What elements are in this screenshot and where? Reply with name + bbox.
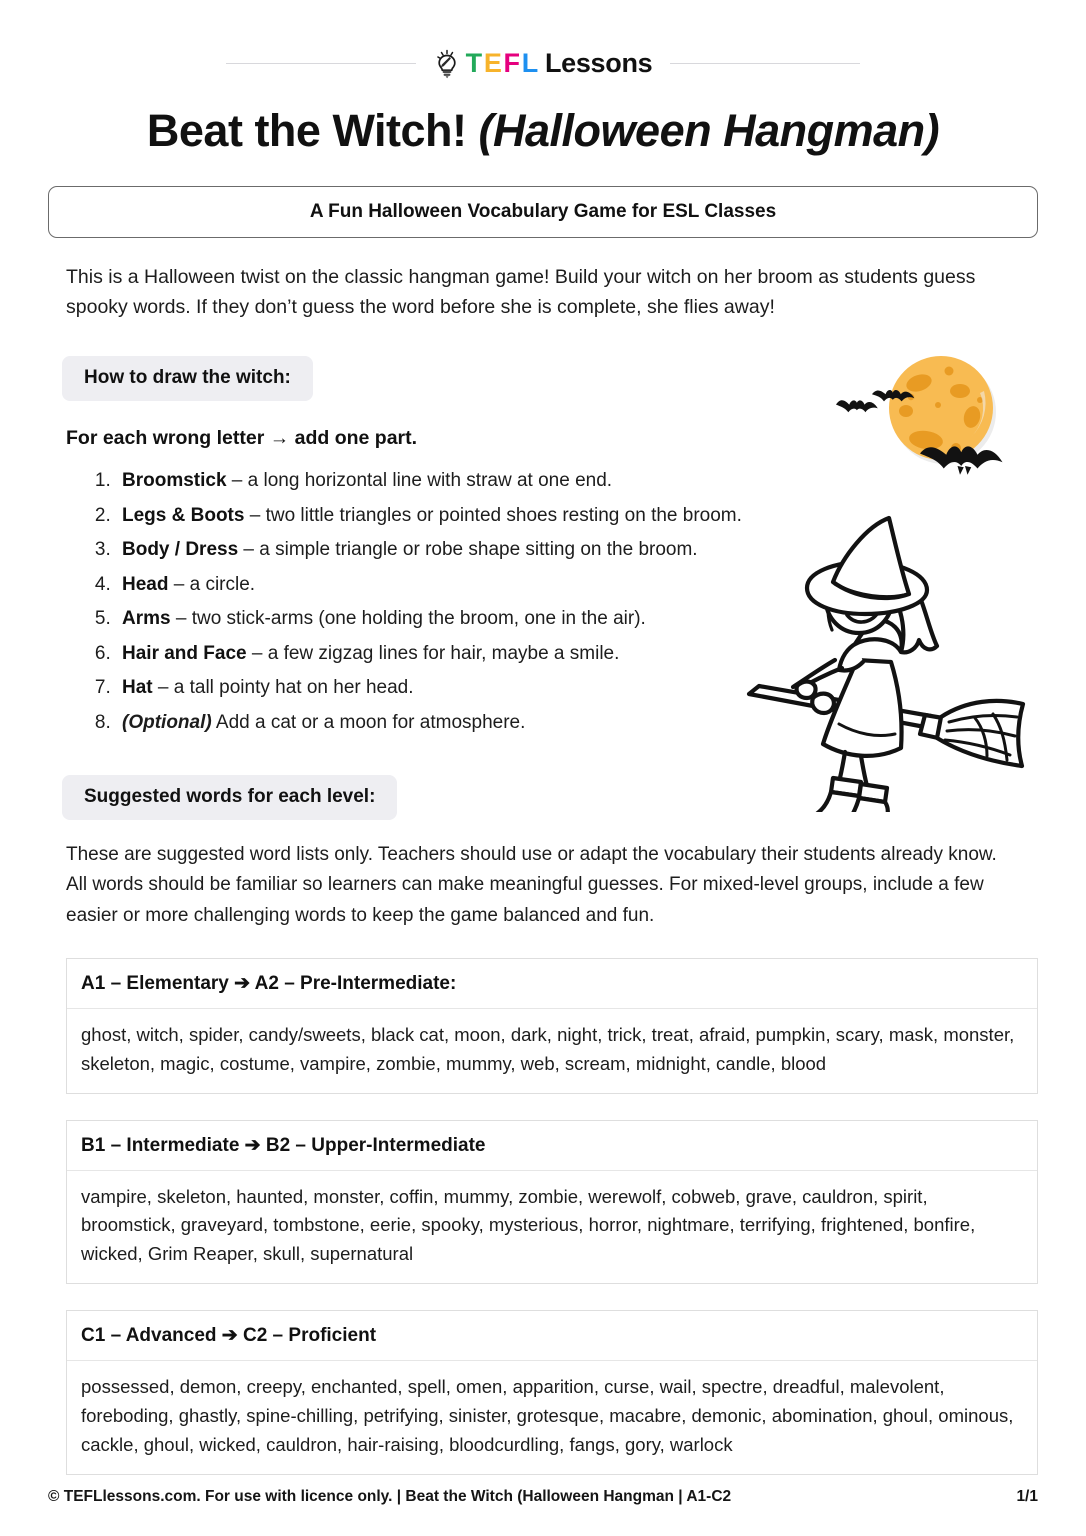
how-to-draw-label: How to draw the witch: [62,356,313,401]
drawing-step-term: Head [122,573,169,595]
intro-paragraph: This is a Halloween twist on the classic hangman game! Build your witch on her broom as students guess spooky words. If they don’t guess the word before she is complete, she flies away! [66,265,976,318]
level-boxes [48,958,1038,1475]
drawing-step-description: – two stick-arms (one holding the broom, one in the air). [170,608,646,630]
page-title-italic: (Halloween Hangman) [478,105,940,156]
header-rule-right [670,63,860,64]
witch-drawing-steps [48,464,1038,741]
footer-copyright: © TEFLlessons.com. For use with licence only. | Beat the Witch (Halloween Hangman | A1-C2 [48,1488,732,1505]
page-title-main: Beat the Witch! [146,105,467,156]
drawing-step-description: – a tall pointy hat on her head. [152,677,414,699]
drawing-step-description: – two little triangles or pointed shoes resting on the broom. [244,504,742,526]
brand-header [48,0,1038,84]
level-word-list: ghost, witch, spider, candy/sweets, black cat, moon, dark, night, trick, treat, afraid, pumpkin, scary, mask, monster, skeleton, magic, costume, vampire, zombie, mummy, web, scream, midnight, candle, blood [81,1023,1015,1074]
drawing-step-term: Broomstick [122,469,227,491]
level-word-box [66,958,1038,1094]
suggested-words-note: These are suggested word lists only. Teachers should use or adapt the vocabulary their students already know. All words should be familiar so learners can make meaningful guesses. For mixed-level groups, include a few easier or more challenging words to keep the game balanced and fun. [66,843,997,927]
drawing-step-term: Hair and Face [122,642,247,664]
drawing-step-item [116,602,1038,637]
lightbulb-icon [434,49,462,79]
drawing-step-term: Hat [122,677,153,699]
header-rule-left [226,63,416,64]
level-word-list: possessed, demon, creepy, enchanted, spell, omen, apparition, curse, wail, spectre, dreadful, malevolent, foreboding, ghastly, spine-chilling, petrifying, sinister, grotesque, macabre, demonic, abomination, ghoul, ominous, cackle, ghoul, wicked, cauldron, hair-raising, bloodcurdling, fangs, gory, warlock [81,1376,1014,1455]
drawing-step-term: Arms [122,608,171,630]
page-title [48,106,1038,156]
drawing-step-description: – a simple triangle or robe shape sitting on the broom. [238,539,698,561]
steps-lead-text: For each wrong letter → add one part. [66,426,418,449]
level-heading: C1 – Advanced ➔ C2 – Proficient [67,1311,1037,1361]
subtitle-banner: A Fun Halloween Vocabulary Game for ESL Classes [48,186,1038,238]
logo-letter-t: T [465,47,482,78]
drawing-step-item [116,637,1038,672]
level-heading: B1 – Intermediate ➔ B2 – Upper-Intermediate [67,1121,1037,1171]
drawing-step-item [116,533,1038,568]
footer-page-number: 1/1 [1016,1488,1038,1505]
drawing-step-item [116,671,1038,706]
drawing-step-term: Legs & Boots [122,504,245,526]
level-word-box [66,1120,1038,1285]
drawing-step-term: Body / Dress [122,539,239,561]
drawing-step-description: – a few zigzag lines for hair, maybe a smile. [246,642,620,664]
logo-letter-e: E [483,47,502,78]
level-word-box [66,1310,1038,1475]
drawing-step-item [116,568,1038,603]
drawing-step-item [116,499,1038,534]
drawing-step-description: – a long horizontal line with straw at one end. [226,469,613,491]
how-to-draw-section-header [48,356,1038,401]
drawing-step-description: – a circle. [168,573,256,595]
drawing-step-description: Add a cat or a moon for atmosphere. [211,711,526,733]
tefl-lessons-logo [434,48,653,79]
drawing-step-term: (Optional) [122,711,212,733]
logo-letter-f: F [503,47,520,78]
drawing-step-item [116,464,1038,499]
logo-word-lessons: Lessons [544,47,653,78]
level-heading: A1 – Elementary ➔ A2 – Pre-Intermediate: [67,959,1037,1009]
suggested-words-label: Suggested words for each level: [62,775,397,820]
drawing-step-item [116,706,1038,741]
page-footer [48,1488,1038,1506]
logo-letter-l: L [521,47,538,78]
level-word-list: vampire, skeleton, haunted, monster, coffin, mummy, zombie, werewolf, cobweb, grave, cauldron, spirit, broomstick, graveyard, tombstone, eerie, spooky, mysterious, horror, nightmare, terrifying, frightened, bonfire, wicked, Grim Reaper, skull, supernatural [81,1185,976,1265]
suggested-words-section-header [48,775,1038,820]
